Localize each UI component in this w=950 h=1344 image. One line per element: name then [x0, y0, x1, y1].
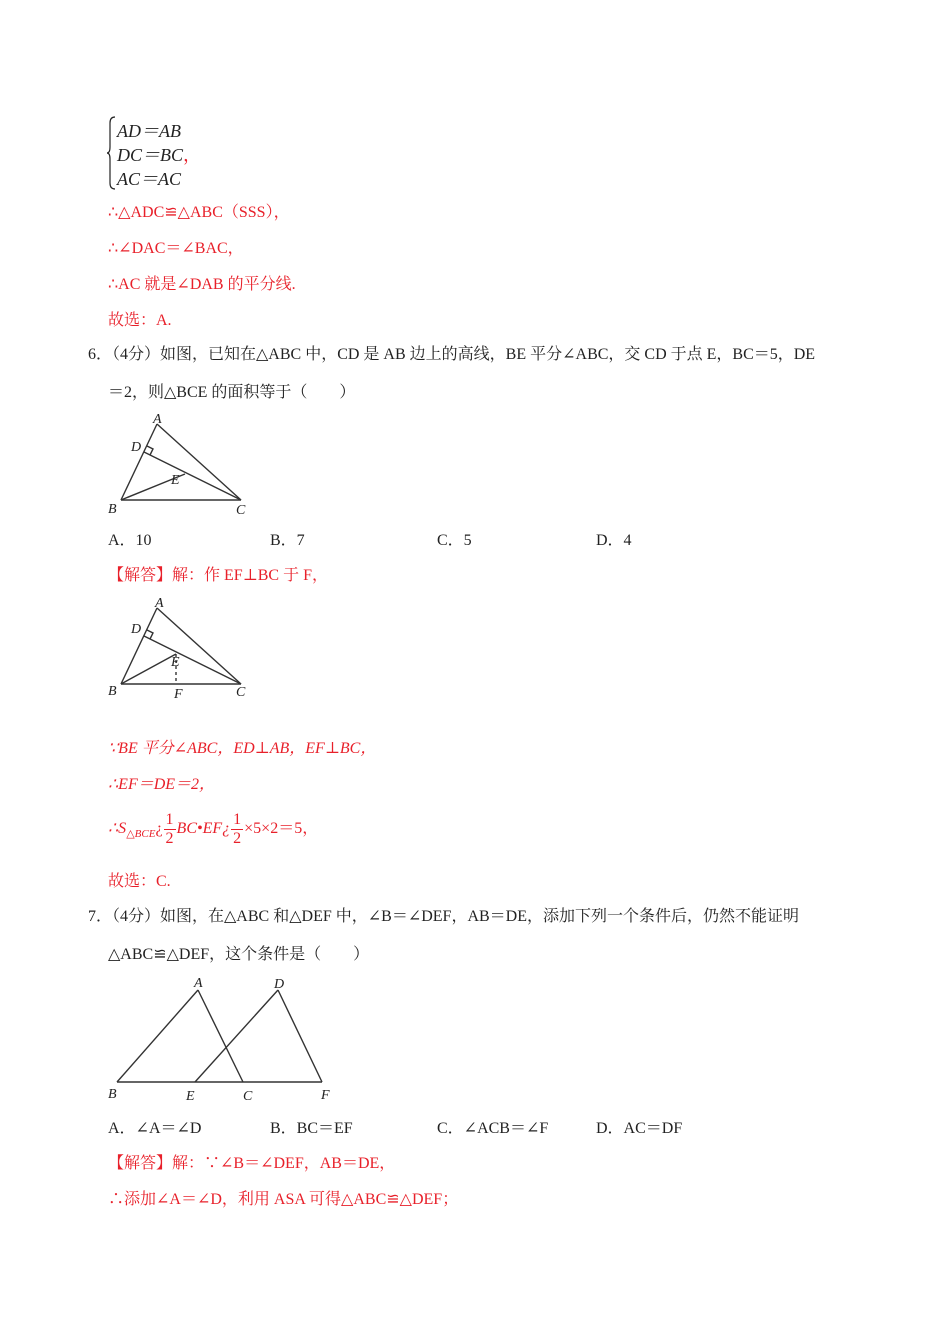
system-row-2: DC＝BC， — [117, 145, 202, 165]
system-row-3: AC＝AC — [117, 169, 182, 189]
q6-label-a: A — [153, 412, 162, 427]
q6-stem-line-1: 6．（4分）如图，已知在△ABC 中，CD 是 AB 边上的高线，BE 平分∠ABC，交 CD 于点 E，BC＝5，DE — [88, 346, 816, 363]
q7-label-c: C — [243, 1089, 253, 1104]
left-brace — [107, 115, 117, 191]
q7-label-d: D — [274, 977, 285, 992]
prev-solution-line-2: ∴∠DAC＝∠BAC， — [108, 240, 244, 257]
q6-solution-figure — [100, 594, 260, 704]
q6-step-1: ∵BE 平分∠ABC，ED⊥AB，EF⊥BC， — [108, 740, 377, 757]
q6s-label-d: D — [131, 622, 142, 637]
q6-option-d: D．4 — [596, 532, 632, 549]
q6s-label-b: B — [108, 684, 117, 699]
fraction-half-1: $\frac{1}{2}$ — [165, 810, 174, 847]
q7-stem-line-2: △ABC≌△DEF，这个条件是（ ） — [108, 946, 370, 963]
equation-system — [107, 115, 207, 191]
q6-answer: 故选：C. — [108, 873, 171, 890]
q6-step-2: ∴EF＝DE＝2， — [108, 776, 216, 793]
prev-solution-line-1: ∴△ADC≌△ABC（SSS）， — [108, 204, 290, 221]
q6s-label-e: E — [171, 655, 180, 670]
q6-solution-header: 【解答】解：作 EF⊥BC 于 F， — [108, 567, 328, 584]
fraction-half-2: $\frac{1}{2}$ — [233, 810, 242, 847]
q6-label-c: C — [236, 503, 246, 518]
q7-figure — [100, 970, 340, 1105]
q7-step-1: ∴添加∠A＝∠D，利用 ASA 可得△ABC≌△DEF； — [108, 1191, 459, 1208]
q7-solution-header: 【解答】解：∵∠B＝∠DEF，AB＝DE， — [108, 1155, 396, 1172]
prev-solution-line-3: ∴AC 就是∠DAB 的平分线. — [108, 276, 296, 293]
q7-label-a: A — [194, 976, 203, 991]
q7-label-e: E — [186, 1089, 195, 1104]
prev-answer: 故选：A. — [108, 312, 172, 329]
q6-option-a: A．10 — [108, 532, 152, 549]
system-row-1: AD＝AB — [117, 121, 181, 141]
q7-label-f: F — [321, 1088, 330, 1103]
q6-stem-line-2: ＝2，则△BCE 的面积等于（ ） — [108, 384, 356, 401]
q7-option-c: C．∠ACB＝∠F — [437, 1120, 549, 1137]
q7-option-b: B．BC＝EF — [270, 1120, 353, 1137]
q6-step-3: $\therefore S_{\triangle BCE}¿$ $\frac{1}{2}$ BC•EF¿ $\frac{1}{2}$ ×5×2＝5， — [108, 810, 319, 847]
q6s-label-c: C — [236, 685, 246, 700]
q6s-label-f: F — [174, 687, 183, 702]
q6-figure — [100, 410, 260, 520]
q7-label-b: B — [108, 1087, 117, 1102]
q6s-label-a: A — [155, 596, 164, 611]
q6-label-b: B — [108, 502, 117, 517]
q6-option-c: C．5 — [437, 532, 472, 549]
q6-option-b: B．7 — [270, 532, 305, 549]
q7-option-d: D．AC＝DF — [596, 1120, 683, 1137]
q7-stem-line-1: 7．（4分）如图，在△ABC 和△DEF 中，∠B＝∠DEF，AB＝DE，添加下列一个条件后，仍然不能证明 — [88, 908, 800, 925]
q6-label-e: E — [171, 473, 180, 488]
q6-label-d: D — [131, 440, 142, 455]
q7-option-a: A．∠A＝∠D — [108, 1120, 202, 1137]
